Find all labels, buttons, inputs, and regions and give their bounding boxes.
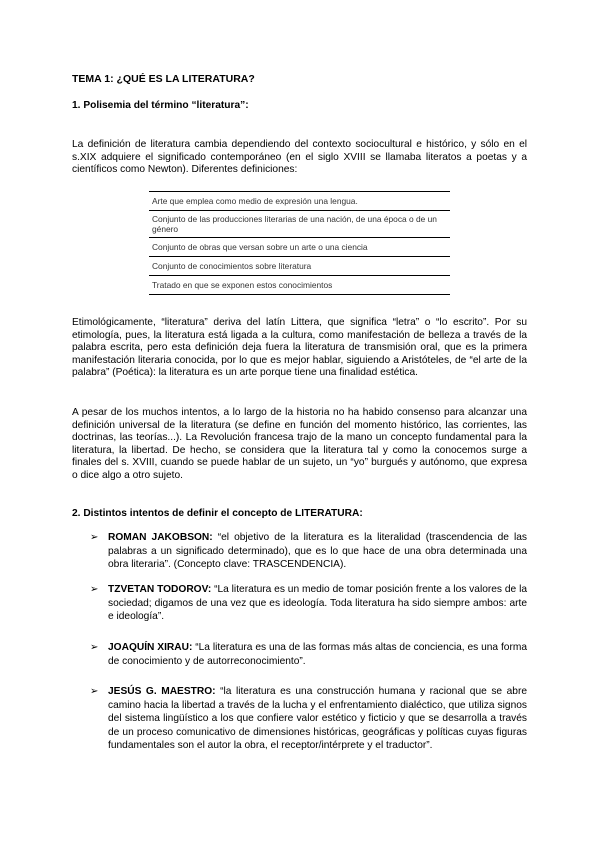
consensus-paragraph: A pesar de los muchos intentos, a lo largo de la historia no ha habido consenso para alcanzar una definición universal de la literatura (se define en función del momento histórico, las corrientes, las doctrinas, las teorías...). La Revolución francesa trajo de la mano un concepto fundamental para la literatura, la libertad. De hecho, se considera que la literatura tal y como la conocemos surge a finales del s. XVIII, cuando se puede hablar de un sujeto, un “yo” burgués y autónomo, que expresa o dice algo a otro sujeto.: [72, 407, 527, 481]
arrow-bullet-icon: ➢: [90, 686, 99, 697]
page-title: TEMA 1: ¿QUÉ ES LA LITERATURA?: [72, 73, 255, 85]
author-name: ROMAN JAKOBSON:: [108, 532, 213, 543]
author-name: JOAQUÍN XIRAU:: [108, 642, 193, 653]
table-row: [149, 257, 450, 276]
author-quote: “La literatura es una de las formas más altas de conciencia, es una forma de conocimiento y de autorreconocimiento”.: [108, 642, 527, 667]
author-item-maestro: [90, 685, 528, 753]
definition-cell: Arte que emplea como medio de expresión una lengua.: [149, 192, 450, 211]
etymology-paragraph: Etimológicamente, “literatura” deriva del latín Littera, que significa “letra” o “lo escrito”. Por su etimología, pues, la literatura está ligada a la cultura, como manifestación de belleza a través de la palabra escrita, pero esta definición deja fuera la literatura de transmisión oral, que es la primera manifestación literaria conocida, por lo que es mejor hablar, siguiendo a Aristóteles, de “el arte de la palabra” (Poética): la literatura es un arte porque tiene una finalidad estética.: [72, 317, 527, 379]
arrow-bullet-icon: ➢: [90, 642, 99, 653]
arrow-bullet-icon: ➢: [90, 532, 99, 543]
definition-cell: Conjunto de las producciones literarias de una nación, de una época o de un género: [149, 211, 450, 238]
author-quote: “la literatura es una construcción humana y racional que se abre camino hacia la libertad a través de la lucha y el enfrentamiento dialéctico, que utiliza signos del sistema lingüístico a los que confiere valor estético y ficticio y que se desarrolla a través de un proceso comunicativo de dimensiones históricas, geográficas y políticas cuyas figuras fundamentales son el autor la obra, el receptor/intérprete y el traductor”.: [108, 686, 528, 752]
author-item-jakobson: [90, 531, 527, 572]
section1-heading: 1. Polisemia del término “literatura”:: [72, 100, 249, 111]
table-row: [149, 238, 450, 257]
definition-cell: Conjunto de conocimientos sobre literatura: [149, 257, 450, 276]
table-row: [149, 192, 450, 211]
author-quote: “La literatura es un medio de tomar posición frente a los valores de la sociedad; digamos de una vez que es ideología. Toda literatura ha sido siempre ambos: arte e ideología”.: [108, 584, 527, 623]
author-name: TZVETAN TODOROV:: [108, 584, 212, 595]
definition-cell: Conjunto de obras que versan sobre un arte o una ciencia: [149, 238, 450, 257]
arrow-bullet-icon: ➢: [90, 584, 99, 595]
table-row: [149, 211, 450, 238]
definition-cell: Tratado en que se exponen estos conocimientos: [149, 276, 450, 295]
author-quote: “el objetivo de la literatura es la literalidad (trascendencia de las palabras a un significado determinado), que es lo que hace de una obra determinada una obra literaria”. (Concepto clave: TRASCENDENCIA).: [108, 532, 527, 571]
section2-heading: 2. Distintos intentos de definir el concepto de LITERATURA:: [72, 508, 363, 519]
definitions-table: [149, 191, 450, 295]
author-item-todorov: [90, 583, 527, 624]
table-row: [149, 276, 450, 295]
author-name: JESÚS G. MAESTRO:: [108, 686, 216, 697]
author-item-xirau: [90, 641, 527, 668]
intro-paragraph: La definición de literatura cambia dependiendo del contexto sociocultural e histórico, y sólo en el s.XIX adquiere el significado contemporáneo (en el siglo XVIII se llamaba literatos a poetas y a científicos como Newton). Diferentes definiciones:: [72, 139, 527, 176]
